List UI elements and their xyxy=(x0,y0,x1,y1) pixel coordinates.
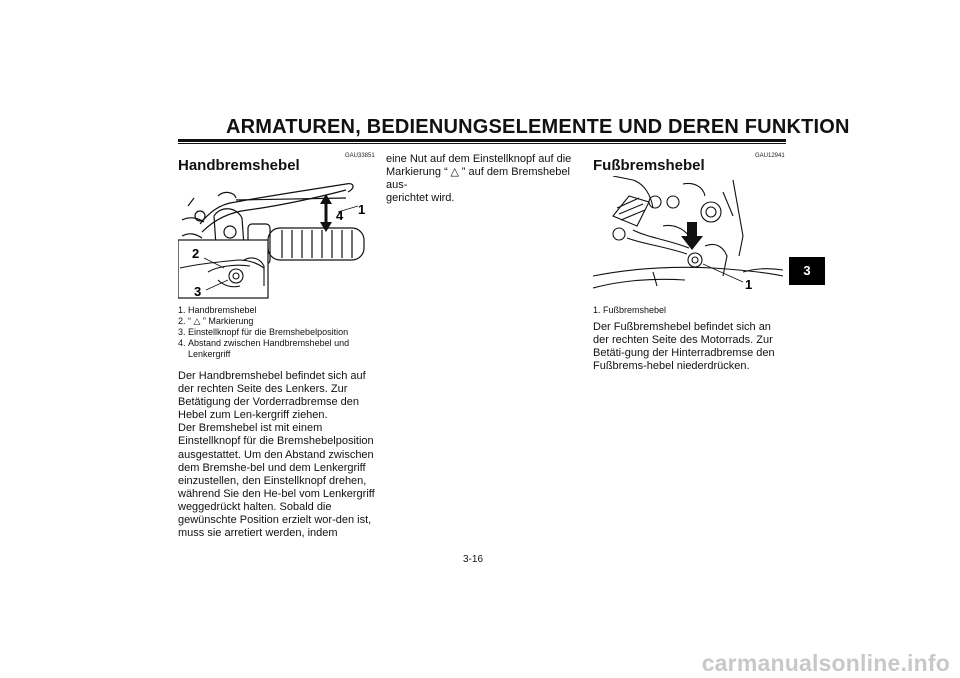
figure-label-1: 1 xyxy=(745,277,753,292)
section-code: GAU12941 xyxy=(755,153,785,159)
header-rule xyxy=(178,139,786,144)
middle-line-3: gerichtet wird. xyxy=(386,192,455,205)
footbrake-caption-list xyxy=(593,305,783,316)
section-title-handbrake: Handbremshebel xyxy=(178,157,300,174)
caption-item: 3. Einstellknopf für die Bremshebelposition xyxy=(178,327,349,337)
caption-item: 1. Fußbremshebel xyxy=(593,305,667,315)
footbrake-body-text: Der Fußbremshebel befindet sich an der rechten Seite des Motorrads. Zur Betäti-gung der Hinterradbremse den Fußbrems-hebel niederdrücken. xyxy=(593,321,775,373)
handbrake-caption-list xyxy=(178,305,378,360)
figure-label-3: 3 xyxy=(194,284,202,299)
page-header-title: ARMATUREN, BEDIENUNGSELEMENTE UND DEREN FUNKTION xyxy=(226,116,850,138)
section-code: GAU33851 xyxy=(345,153,375,159)
figure-label-4: 4 xyxy=(336,208,344,223)
handbrake-body-text: Der Handbremshebel befindet sich auf der rechten Seite des Lenkers. Zur Betätigung der Vorderradbremse den Hebel zum Len-kergriff ziehen. Der Bremshebel ist mit einem Einstellknopf für die Bremshebelposition ausgestattet. Um den Abstand zwischen dem Bremshe-bel und dem Lenkergriff einzustellen, den Einstellknopf drehen, während Sie den He-bel vom Lenkergriff weggedrückt halten. Sobald die gewünschte Position erzielt wor-den ist, muss sie arretiert werden, indem xyxy=(178,370,375,540)
caption-item: 4. Abstand zwischen Handbremshebel und Lenkergriff xyxy=(178,338,350,359)
middle-line-1: eine Nut auf dem Einstellknopf auf die xyxy=(386,153,572,165)
chapter-tab: 3 xyxy=(789,257,825,285)
caption-item: 2. “ △ ” Markierung xyxy=(178,316,254,326)
figure-label-1: 1 xyxy=(358,202,366,217)
footbrake-lever-illustration xyxy=(593,176,783,300)
middle-body-text xyxy=(386,153,582,205)
figure-label-2: 2 xyxy=(192,246,200,261)
triangle-mark-icon: △ xyxy=(450,166,459,179)
section-title-footbrake: Fußbremshebel xyxy=(593,157,705,174)
caption-item: 1. Handbremshebel xyxy=(178,305,257,315)
handbrake-lever-illustration xyxy=(178,176,376,300)
page-number: 3-16 xyxy=(463,554,484,565)
middle-line-2: Markierung “ △ ” auf dem Bremshebel aus- xyxy=(386,166,570,192)
watermark: carmanualsonline.info xyxy=(701,650,950,676)
